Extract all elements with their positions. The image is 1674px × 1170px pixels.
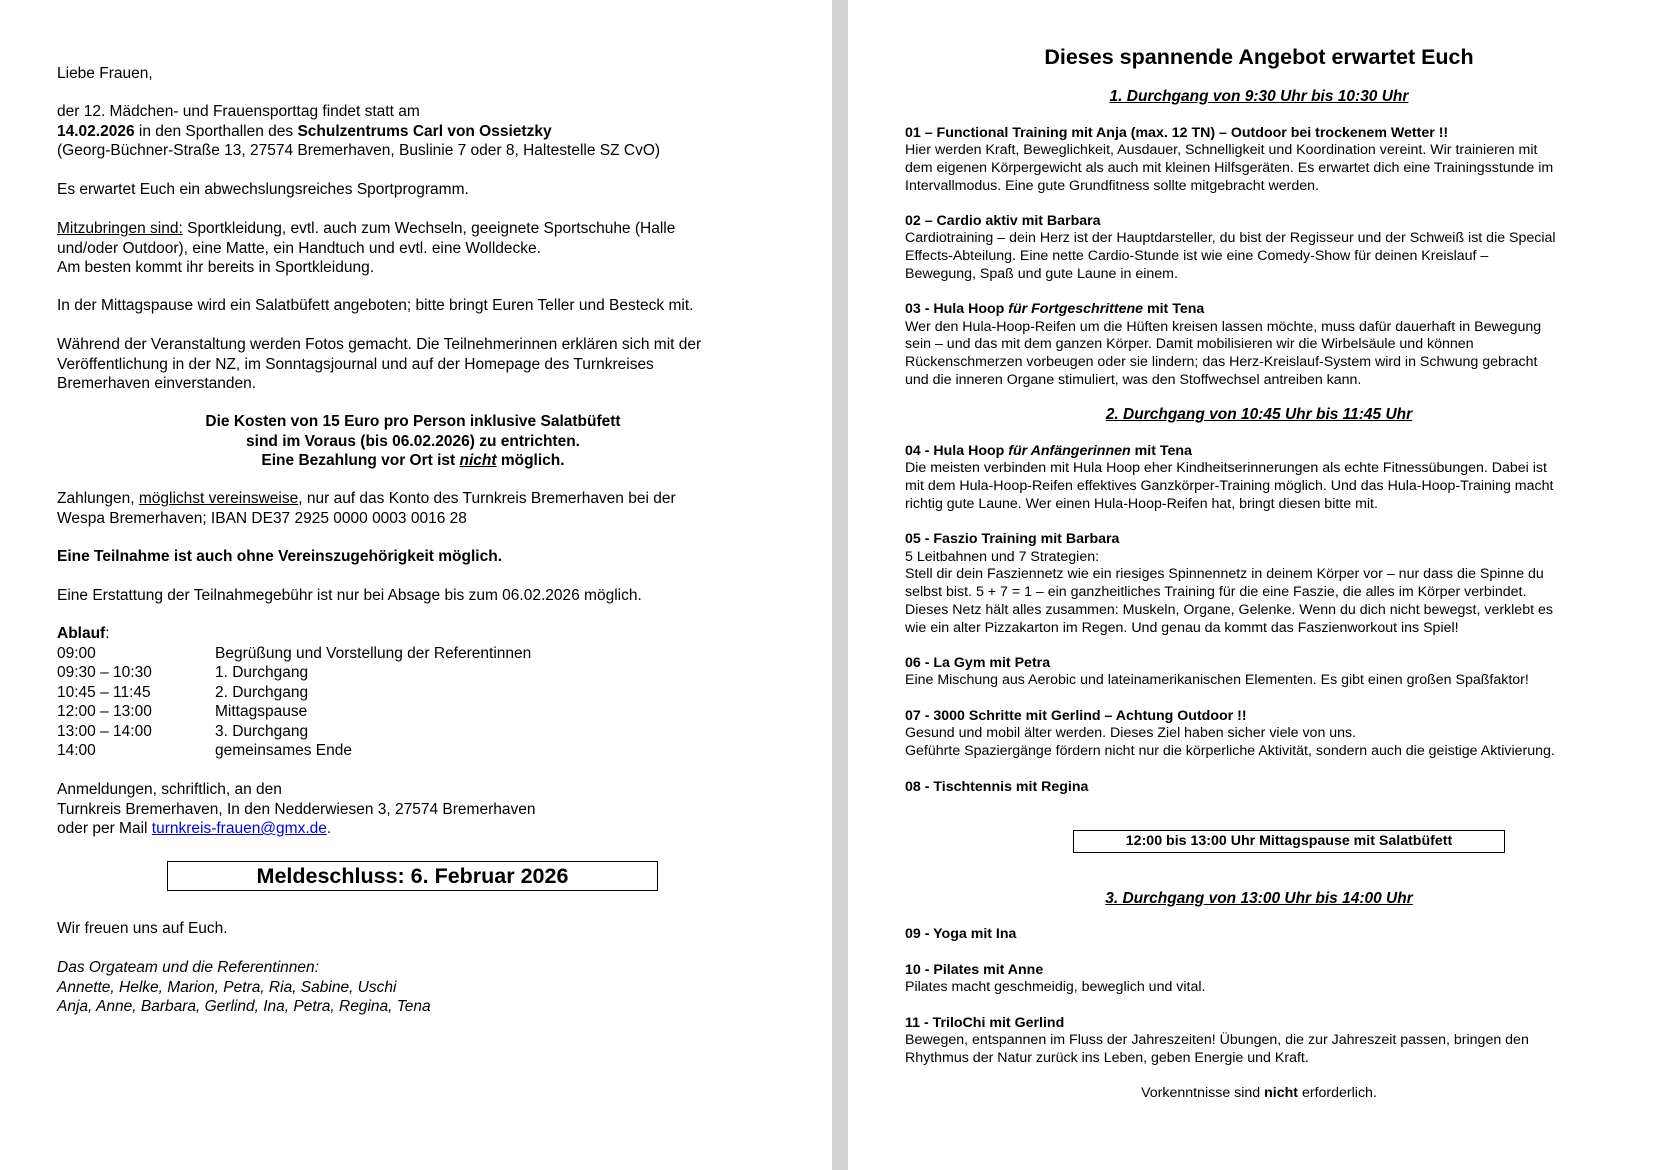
email-link[interactable]: turnkreis-frauen@gmx.de (151, 820, 327, 837)
course-04-title-c: mit Tena (1130, 442, 1192, 459)
round-3-heading: 3. Durchgang von 13:00 Uhr bis 14:00 Uhr (1105, 890, 1413, 907)
signature-line-2: Annette, Helke, Marion, Petra, Ria, Sabine, Uschi (57, 978, 397, 996)
course-11-line-2: Rhythmus der Natur zurück ins Leben, geben Energie und Kraft. (905, 1049, 1309, 1066)
course-03-level: für Fortgeschrittene (1008, 301, 1144, 317)
closing-line: Wir freuen uns auf Euch. (57, 920, 228, 937)
schedule-desc: 1. Durchgang (215, 664, 309, 681)
schedule-row (57, 663, 531, 683)
costs-line-1: Die Kosten von 15 Euro pro Person inklusive Salatbüfett (205, 413, 621, 430)
schedule-time: 12:00 – 13:00 (57, 703, 152, 720)
schedule-desc: Mittagspause (215, 703, 308, 720)
course-11-line-1: Bewegen, entspannen im Fluss der Jahreszeiten! Übungen, die zur Jahreszeit passen, bringen den (905, 1032, 1529, 1049)
course-03-title-a: 03 - Hula Hoop (905, 301, 1009, 317)
registration-line-3-c: . (326, 820, 332, 837)
course-03-line-1: Wer den Hula-Hoop-Reifen um die Hüften kreisen lassen möchte, muss dafür dauerhaft in Bewegung (905, 318, 1542, 335)
greeting: Liebe Frauen, (57, 65, 153, 82)
prior-knowledge-note (905, 1085, 1613, 1103)
course-04-title (905, 443, 1192, 461)
costs-line-3-c: möglich. (496, 452, 565, 469)
intro-line-2 (57, 122, 552, 142)
course-11-title: 11 - TriloChi mit Gerlind (905, 1014, 1065, 1031)
course-05-line-1: 5 Leitbahnen und 7 Strategien: (905, 548, 1100, 565)
page-gutter (832, 0, 848, 1170)
registration-line-1: Anmeldungen, schriftlich, an den (57, 781, 282, 798)
costs-line-2: sind im Voraus (bis 06.02.2026) zu entrichten. (246, 432, 580, 450)
round-2-heading: 2. Durchgang von 10:45 Uhr bis 11:45 Uhr (1105, 406, 1413, 423)
no-club-note: Eine Teilnahme ist auch ohne Vereinszugehörigkeit möglich. (57, 548, 503, 565)
course-04-line-1: Die meisten verbinden mit Hula Hoop eher Kindheitserinnerungen als echte Fitnessübungen. Dabei ist (905, 460, 1547, 477)
course-08-title: 08 - Tischtennis mit Regina (905, 778, 1089, 795)
lunch-line: In der Mittagspause wird ein Salatbüfett angeboten; bitte bringt Euren Teller und Besteck mit. (57, 297, 694, 314)
bring-label: Mitzubringen sind: (57, 220, 183, 237)
program-line: Es erwartet Euch ein abwechslungsreiches Sportprogramm. (57, 181, 469, 198)
course-05-line-3: selbst bist. 5 + 7 = 1 – ein ganzheitliches Training für die eine Faszie, die alles im Körper verbindet. (905, 584, 1527, 601)
schedule-title-colon: : (105, 625, 110, 642)
course-01-title: 01 – Functional Training mit Anja (max. 12 TN) – Outdoor bei trockenem Wetter !! (905, 124, 1449, 141)
course-03-title (905, 301, 1204, 319)
course-05-title: 05 - Faszio Training mit Barbara (905, 531, 1120, 547)
payment-line-1-c: , nur auf das Konto des Turnkreis Bremerhaven bei der (298, 490, 676, 507)
course-03-line-3: Rückenschmerzen vorbeugen oder sie lindern; das Herz-Kreislauf-System wird in Schwung gebracht (905, 354, 1538, 371)
note-a: Vorkenntnisse sind (1141, 1085, 1265, 1101)
schedule-row (57, 741, 531, 761)
signature-line-3: Anja, Anne, Barbara, Gerlind, Ina, Petra, Regina, Tena (57, 998, 431, 1015)
signature-line-1: Das Orgateam und die Referentinnen: (57, 959, 319, 976)
venue-address: (Georg-Büchner-Straße 13, 27574 Bremerhaven, Buslinie 7 oder 8, Haltestelle SZ CvO) (57, 142, 661, 159)
event-date: 14.02.2026 (57, 122, 135, 140)
course-01-line-2: dem eigenen Körpergewicht als auch mit kleinen Hilfsgeräten. Es erwartet dich eine Trainingsstunde im (905, 159, 1554, 176)
schedule-time: 13:00 – 14:00 (57, 722, 152, 740)
course-01-line-1: Hier werden Kraft, Beweglichkeit, Ausdauer, Schnelligkeit und Koordination vereint. Wir trainieren mit (905, 142, 1538, 159)
registration-line-3-a: oder per Mail (57, 820, 152, 837)
course-03-line-4: und die inneren Organe stimuliert, was den Stoffwechsel antreiben kann. (905, 371, 1362, 388)
schedule-time: 10:45 – 11:45 (57, 683, 151, 701)
lunch-break-box: 12:00 bis 13:00 Uhr Mittagspause mit Salatbüfett (1073, 830, 1505, 853)
venue-name: Schulzentrums Carl von Ossietzky (297, 122, 552, 140)
round-1-heading: 1. Durchgang von 9:30 Uhr bis 10:30 Uhr (1109, 88, 1409, 105)
intro-mid-text: in den Sporthallen des (134, 122, 298, 140)
course-04-line-3: richtig gute Laune. Wer einen Hula-Hoop-Reifen hat, bringt diesen bitte mit. (905, 495, 1378, 512)
bring-line-1-rest: Sportkleidung, evtl. auch zum Wechseln, geeignete Sportschuhe (Halle (182, 220, 676, 237)
payment-club-note: möglichst vereinsweise (138, 490, 299, 507)
schedule-row (57, 722, 531, 742)
course-06-line-1: Eine Mischung aus Aerobic und lateinamerikanischen Elementen. Es gibt einen großen Spaßfaktor! (905, 672, 1529, 689)
course-05-line-4: Dieses Netz hält alles zusammen: Muskeln, Organe, Gelenke. Wenn du dich nicht bewegst, verklebt es (905, 601, 1553, 618)
bring-line-1 (57, 219, 675, 239)
course-01-line-3: Intervallmodus. Eine gute Grundfitness sollte mitgebracht werden. (905, 177, 1320, 194)
note-c: erforderlich. (1298, 1085, 1377, 1101)
course-07-title: 07 - 3000 Schritte mit Gerlind – Achtung Outdoor !! (905, 707, 1247, 724)
schedule-time: 14:00 (57, 742, 96, 759)
costs-line-3 (57, 451, 769, 471)
course-02-line-1: Cardiotraining – dein Herz ist der Hauptdarsteller, du bist der Regisseur und der Schweiß ist die Special (905, 230, 1556, 247)
schedule-desc: gemeinsames Ende (215, 742, 352, 759)
schedule-title-text: Ablauf (57, 625, 106, 642)
schedule-time: 09:30 – 10:30 (57, 664, 152, 681)
schedule-title (57, 624, 110, 644)
schedule-row (57, 683, 531, 703)
schedule-desc: 2. Durchgang (215, 683, 309, 701)
course-05-line-2: Stell dir dein Fasziennetz wie ein riesiges Spinnennetz in deinem Körper vor – nur dass die Spinne du (905, 566, 1544, 583)
course-02-line-2: Effects-Abteilung. Eine nette Cardio-Stunde ist wie eine Comedy-Show für deinen Kreislauf – (905, 247, 1489, 264)
registration-line-3 (57, 819, 331, 839)
payment-iban: Wespa Bremerhaven; IBAN DE37 2925 0000 0003 0016 28 (57, 509, 467, 527)
schedule-time: 09:00 (57, 644, 96, 662)
offer-heading: Dieses spannende Angebot erwartet Euch (1044, 45, 1474, 69)
course-10-title: 10 - Pilates mit Anne (905, 961, 1044, 978)
photos-line-3: Bremerhaven einverstanden. (57, 375, 257, 392)
costs-not-emphasis: nicht (459, 452, 497, 469)
course-04-line-2: mit dem Hula-Hoop-Reifen effektives Ganzkörper-Training möglich. Und das Hula-Hoop-Training macht (905, 477, 1554, 494)
course-04-title-a: 04 - Hula Hoop (905, 442, 1009, 459)
course-07-line-1: Gesund und mobil älter werden. Dieses Ziel haben sicher viele von uns. (905, 725, 1357, 742)
note-not-emphasis: nicht (1264, 1085, 1299, 1101)
course-03-line-2: sein – und das mit dem ganzen Körper. Damit mobilisieren wir die Wirbelsäule und können (905, 336, 1474, 353)
course-05-line-5: wie ein alter Pizzakarton im Regen. Und genau da kommt das Faszienworkout ins Spiel! (905, 619, 1459, 636)
bring-line-3: Am besten kommt ihr bereits in Sportkleidung. (57, 259, 375, 276)
course-09-title: 09 - Yoga mit Ina (905, 926, 1017, 942)
course-02-line-3: Bewegung, Spaß und gute Laune in einem. (905, 265, 1178, 282)
course-03-title-c: mit Tena (1143, 301, 1205, 317)
schedule-table (57, 644, 531, 761)
schedule-desc: Begrüßung und Vorstellung der Referentinnen (215, 644, 532, 662)
course-04-level: für Anfängerinnen (1008, 442, 1131, 459)
course-10-line-1: Pilates macht geschmeidig, beweglich und vital. (905, 979, 1206, 996)
payment-line-1-a: Zahlungen, (57, 490, 139, 507)
schedule-row (57, 644, 531, 664)
registration-line-2: Turnkreis Bremerhaven, In den Nedderwiesen 3, 27574 Bremerhaven (57, 800, 536, 818)
intro-line-1: der 12. Mädchen- und Frauensporttag findet statt am (57, 103, 420, 120)
schedule-row (57, 702, 531, 722)
costs-line-3-a: Eine Bezahlung vor Ort ist (261, 452, 460, 469)
course-02-title: 02 – Cardio aktiv mit Barbara (905, 212, 1101, 229)
bring-line-2: und/oder Outdoor), eine Matte, ein Handtuch und evtl. eine Wolldecke. (57, 239, 541, 257)
payment-line-1 (57, 489, 676, 509)
course-06-title: 06 - La Gym mit Petra (905, 654, 1051, 671)
photos-line-1: Während der Veranstaltung werden Fotos gemacht. Die Teilnehmerinnen erklären sich mit der (57, 336, 702, 353)
refund-note: Eine Erstattung der Teilnahmegebühr ist nur bei Absage bis zum 06.02.2026 möglich. (57, 587, 642, 604)
deadline-box: Meldeschluss: 6. Februar 2026 (167, 861, 658, 891)
course-07-line-2: Geführte Spaziergänge fördern nicht nur die körperliche Aktivität, sondern auch die geistige Aktivierung. (905, 742, 1555, 759)
photos-line-2: Veröffentlichung in der NZ, im Sonntagsjournal und auf der Homepage des Turnkreises (57, 355, 654, 373)
schedule-desc: 3. Durchgang (215, 722, 309, 740)
